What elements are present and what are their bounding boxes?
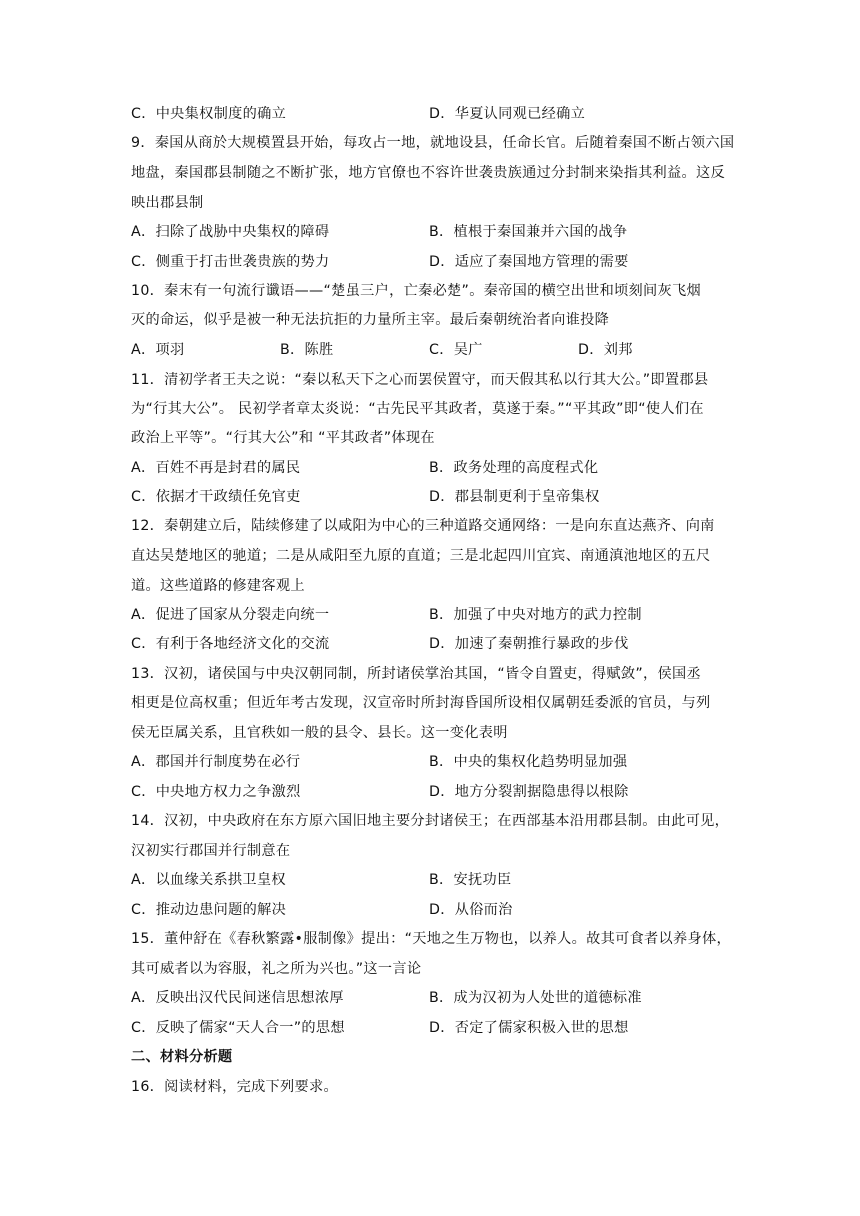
option-15c: C．反映了儒家“天人合一”的思想 bbox=[131, 1020, 345, 1036]
option-13a: A．郡国并行制度势在必行 bbox=[131, 754, 301, 770]
option-8d: D．华夏认同观已经确立 bbox=[429, 106, 586, 122]
question-12-line-3: 道。这些道路的修建客观上 bbox=[131, 578, 305, 594]
question-11-line-2: 为“行其大公”。 民初学者章太炎说：“古先民平其政者，莫遂于秦。”“平其政”即“使人们在 bbox=[131, 401, 704, 417]
question-14-line-1: 14．汉初，中央政府在东方原六国旧地主要分封诸侯王；在西部基本沿用郡县制。由此可见， bbox=[131, 813, 730, 829]
question-10-line-1: 10．秦末有一句流行谶语——“楚虽三户，亡秦必楚”。秦帝国的横空出世和顷刻间灰飞烟 bbox=[131, 283, 701, 299]
question-13-line-3: 侯无臣属关系，且官秩如一般的县令、县长。这一变化表明 bbox=[131, 725, 508, 741]
section-heading: 二、材料分析题 bbox=[131, 1049, 233, 1065]
question-9-line-1: 9．秦国从商於大规模置县开始，每攻占一地，就地设县，任命长官。后随着秦国不断占领六国 bbox=[131, 135, 735, 151]
option-14b: B．安抚功臣 bbox=[429, 872, 512, 888]
option-12a: A．促进了国家从分裂走向统一 bbox=[131, 607, 330, 623]
question-11-line-3: 政治上平等”。“行其大公”和 “平其政者”体现在 bbox=[131, 430, 435, 446]
option-10d: D．刘邦 bbox=[578, 342, 633, 358]
option-12c: C．有利于各地经济文化的交流 bbox=[131, 636, 330, 652]
question-15-line-2: 其可威者以为容服，礼之所为兴也。”这一言论 bbox=[131, 961, 422, 977]
option-13c: C．中央地方权力之争激烈 bbox=[131, 784, 301, 800]
question-13-line-2: 相更是位高权重；但近年考古发现，汉宣帝时所封海昏国所设相仅属朝廷委派的官员，与列 bbox=[131, 695, 711, 711]
option-15b: B．成为汉初为人处世的道德标准 bbox=[429, 990, 642, 1006]
question-10-line-2: 灭的命运，似乎是被一种无法抗拒的力量所主宰。最后秦朝统治者向谁投降 bbox=[131, 312, 610, 328]
option-10a: A．项羽 bbox=[131, 342, 185, 358]
option-11a: A．百姓不再是封君的属民 bbox=[131, 460, 301, 476]
option-13b: B．中央的集权化趋势明显加强 bbox=[429, 754, 628, 770]
option-10b: B．陈胜 bbox=[280, 342, 334, 358]
option-14d: D．从俗而治 bbox=[429, 902, 513, 918]
option-9c: C．侧重于打击世袭贵族的势力 bbox=[131, 254, 330, 270]
question-12-line-1: 12．秦朝建立后，陆续修建了以咸阳为中心的三种道路交通网络：一是向东直达燕齐、向南 bbox=[131, 518, 715, 534]
option-9a: A．扫除了战胁中央集权的障碍 bbox=[131, 224, 330, 240]
question-16-line-1: 16．阅读材料，完成下列要求。 bbox=[131, 1079, 338, 1095]
option-8c: C．中央集权制度的确立 bbox=[131, 106, 287, 122]
option-11d: D．郡县制更利于皇帝集权 bbox=[429, 489, 600, 505]
question-15-line-1: 15．董仲舒在《春秋繁露•服制像》提出：“天地之生万物也，以养人。故其可食者以养身体， bbox=[131, 931, 731, 947]
option-14c: C．推动边患问题的解决 bbox=[131, 902, 287, 918]
question-11-line-1: 11．清初学者王夫之说：“秦以私天下之心而罢侯置守，而天假其私以行其大公。”即置郡县 bbox=[131, 372, 709, 388]
option-10c: C．吴广 bbox=[429, 342, 483, 358]
question-14-line-2: 汉初实行郡国并行制意在 bbox=[131, 843, 291, 859]
option-12b: B．加强了中央对地方的武力控制 bbox=[429, 607, 642, 623]
option-9b: B．植根于秦国兼并六国的战争 bbox=[429, 224, 628, 240]
option-15a: A．反映出汉代民间迷信思想浓厚 bbox=[131, 990, 344, 1006]
question-9-line-3: 映出郡县制 bbox=[131, 195, 204, 211]
question-12-line-2: 直达吴楚地区的驰道；二是从咸阳至九原的直道；三是北起四川宜宾、南通滇池地区的五尺 bbox=[131, 548, 711, 564]
option-14a: A．以血缘关系拱卫皇权 bbox=[131, 872, 286, 888]
question-13-line-1: 13．汉初，诸侯国与中央汉朝同制，所封诸侯掌治其国，“皆令自置吏，得赋敛”，侯国丞 bbox=[131, 666, 701, 682]
option-15d: D．否定了儒家积极入世的思想 bbox=[429, 1020, 629, 1036]
question-9-line-2: 地盘，秦国郡县制随之不断扩张，地方官僚也不容许世袭贵族通过分封制来染指其利益。这反 bbox=[131, 165, 725, 181]
option-11c: C．依据才干政绩任免官吏 bbox=[131, 489, 301, 505]
option-12d: D．加速了秦朝推行暴政的步伐 bbox=[429, 636, 629, 652]
option-11b: B．政务处理的高度程式化 bbox=[429, 460, 599, 476]
option-9d: D．适应了秦国地方管理的需要 bbox=[429, 254, 629, 270]
option-13d: D．地方分裂割据隐患得以根除 bbox=[429, 784, 629, 800]
